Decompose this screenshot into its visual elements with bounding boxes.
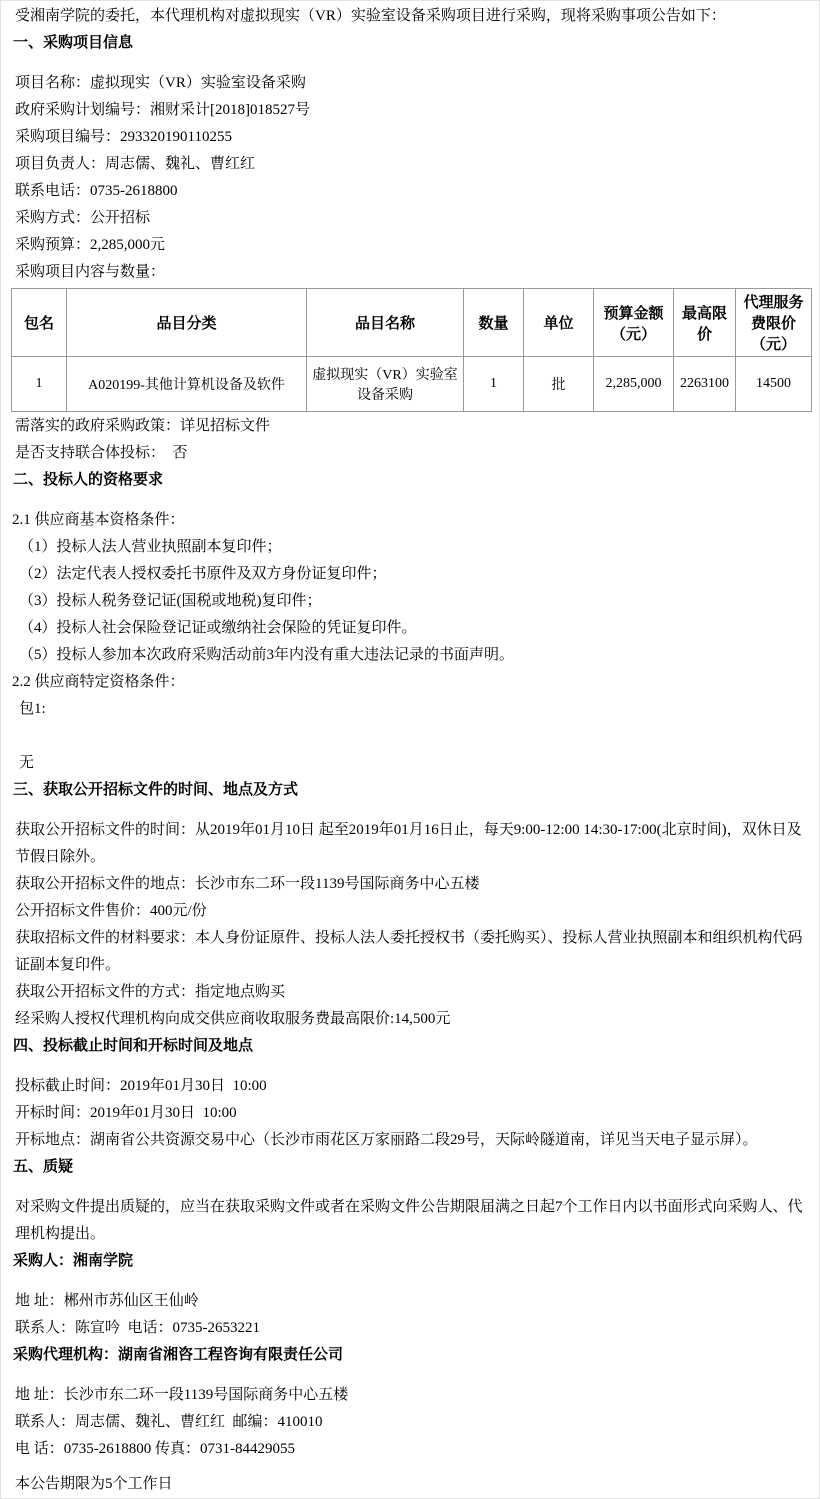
policy-line: 需落实的政府采购政策：详见招标文件: [15, 418, 271, 434]
announcement-period-line: 本公告期限为5个工作日: [15, 1476, 173, 1492]
qualification-item-3: （3）投标人税务登记证(国税或地税)复印件；: [19, 593, 322, 609]
budget-line: 采购预算：2,285,000元: [15, 237, 166, 253]
cell-package-name: 1: [12, 357, 67, 412]
agency-phone-fax-line: 电 话：0735-2618800 传真：0731-84429055: [15, 1441, 295, 1457]
th-unit: 单位: [524, 289, 594, 357]
cell-quantity: 1: [464, 357, 524, 412]
spacer: [1, 723, 819, 750]
package-1-label: 包1:: [19, 701, 46, 717]
th-package-name: 包名: [12, 289, 67, 357]
agency-contact-line: 联系人：周志儒、魏礼、曹红红 邮编：410010: [15, 1414, 323, 1430]
table-row: [12, 357, 812, 412]
purchaser-address-line: 地 址：郴州市苏仙区王仙岭: [15, 1293, 199, 1309]
service-fee-cap-line: 经采购人授权代理机构向成交供应商收取服务费最高限价:14,500元: [15, 1011, 451, 1027]
opening-time-line: 开标时间：2019年01月30日 10:00: [15, 1105, 237, 1121]
section5-heading: 五、质疑: [13, 1159, 74, 1175]
project-name-line: 项目名称：虚拟现实（VR）实验室设备采购: [15, 75, 306, 91]
qualification-item-2: （2）法定代表人授权委托书原件及双方身份证复印件；: [19, 566, 387, 582]
cell-item-name: 虚拟现实（VR）实验室设备采购: [307, 357, 464, 412]
query-instruction-line: 对采购文件提出质疑的，应当在获取采购文件或者在采购文件公告期限届满之日起7个工作日内以书面形式向采购人、代理机构提出。: [15, 1199, 803, 1242]
qualification-item-1: （1）投标人法人营业执照副本复印件；: [19, 539, 282, 555]
bid-deadline-line: 投标截止时间：2019年01月30日 10:00: [15, 1078, 267, 1094]
section2-heading: 二、投标人的资格要求: [13, 472, 164, 488]
doc-materials-line: 获取招标文件的材料要求：本人身份证原件、投标人法人委托授权书（委托购买）、投标人营业执照副本和组织机构代码证副本复印件。: [15, 930, 803, 973]
cell-unit: 批: [524, 357, 594, 412]
purchaser-heading: 采购人：湘南学院: [13, 1253, 134, 1269]
specific-qualification-title: 2.2 供应商特定资格条件：: [12, 674, 185, 690]
cell-item-category: A020199-其他计算机设备及软件: [67, 357, 307, 412]
agency-heading: 采购代理机构：湖南省湘咨工程咨询有限责任公司: [13, 1347, 344, 1363]
th-quantity: 数量: [464, 289, 524, 357]
doc-obtain-method-line: 获取公开招标文件的方式：指定地点购买: [15, 984, 286, 1000]
procurement-method-line: 采购方式：公开招标: [15, 210, 151, 226]
th-price-cap: 最高限价: [674, 289, 736, 357]
intro-paragraph: 受湘南学院的委托，本代理机构对虚拟现实（VR）实验室设备采购项目进行采购，现将采购事项公告如下：: [15, 8, 726, 24]
th-item-category: 品目分类: [67, 289, 307, 357]
table-header-row: [12, 289, 812, 357]
section1-heading: 一、采购项目信息: [13, 35, 134, 51]
th-item-name: 品目名称: [307, 289, 464, 357]
procurement-items-table: [11, 288, 812, 412]
plan-number-line: 政府采购计划编号：湘财采计[2018]018527号: [15, 102, 310, 118]
project-number-line: 采购项目编号：293320190110255: [15, 129, 232, 145]
none-label: 无: [19, 755, 35, 771]
basic-qualification-title: 2.1 供应商基本资格条件：: [12, 512, 185, 528]
contact-phone-line: 联系电话：0735-2618800: [15, 183, 178, 199]
th-budget-amount: 预算金额（元）: [594, 289, 674, 357]
doc-price-line: 公开招标文件售价：400元/份: [15, 903, 207, 919]
th-agency-fee-cap: 代理服务费限价（元）: [736, 289, 812, 357]
qualification-item-5: （5）投标人参加本次政府采购活动前3年内没有重大违法记录的书面声明。: [19, 647, 515, 663]
table-caption-line: 采购项目内容与数量：: [15, 264, 166, 280]
qualification-item-4: （4）投标人社会保险登记证或缴纳社会保险的凭证复印件。: [19, 620, 417, 636]
doc-obtain-location-line: 获取公开招标文件的地点：长沙市东二环一段1139号国际商务中心五楼: [15, 876, 480, 892]
cell-agency-fee-cap: 14500: [736, 357, 812, 412]
agency-address-line: 地 址：长沙市东二环一段1139号国际商务中心五楼: [15, 1387, 349, 1403]
consortium-bid-line: 是否支持联合体投标： 否: [15, 445, 188, 461]
opening-location-line: 开标地点：湖南省公共资源交易中心（长沙市雨花区万家丽路二段29号，天际岭隧道南，详见当天电子显示屏）。: [15, 1132, 758, 1148]
purchaser-contact-line: 联系人：陈宣吟 电话：0735-2653221: [15, 1320, 260, 1336]
section4-heading: 四、投标截止时间和开标时间及地点: [13, 1038, 254, 1054]
doc-obtain-time-line: 获取公开招标文件的时间：从2019年01月10日 起至2019年01月16日止，每天9:00-12:00 14:30-17:00(北京时间)，双休日及节假日除外。: [15, 822, 802, 865]
section3-heading: 三、获取公开招标文件的时间、地点及方式: [13, 782, 299, 798]
cell-price-cap: 2263100: [674, 357, 736, 412]
project-leader-line: 项目负责人：周志儒、魏礼、曹红红: [15, 156, 256, 172]
cell-budget-amount: 2,285,000: [594, 357, 674, 412]
